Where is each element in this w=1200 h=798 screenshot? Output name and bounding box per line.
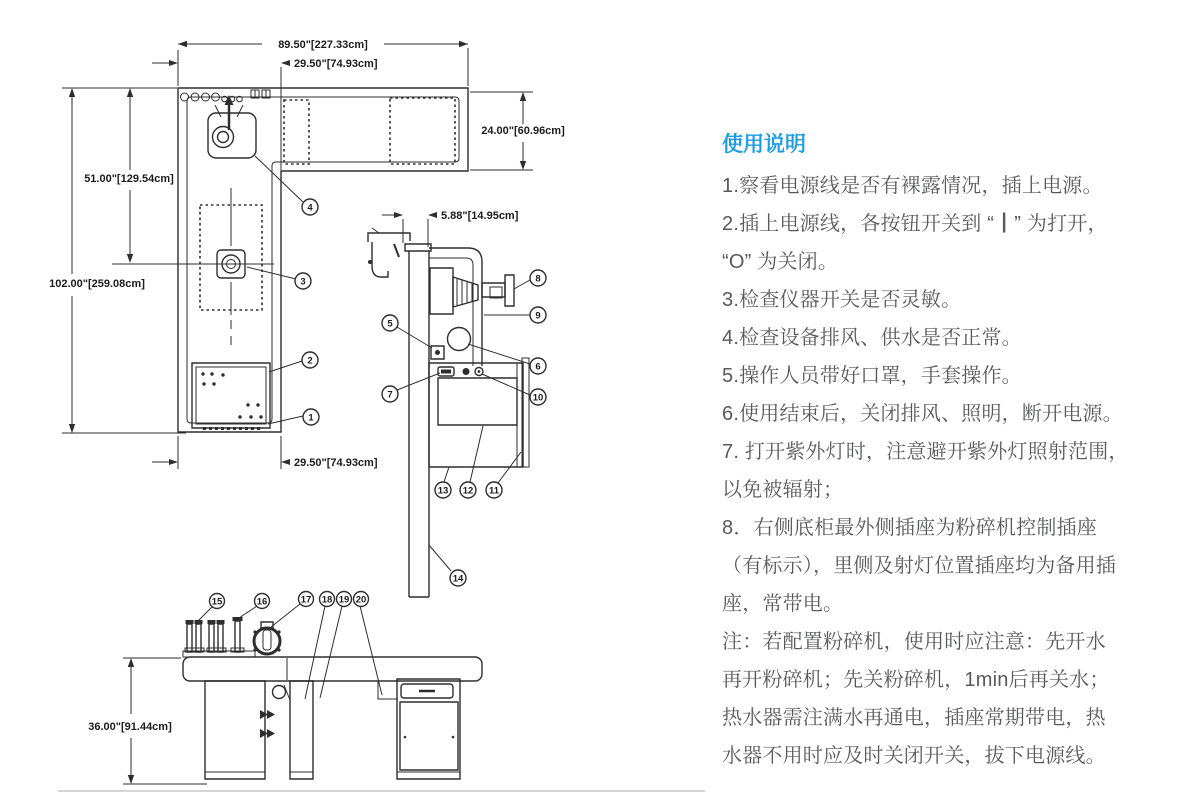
svg-text:4: 4 <box>307 202 313 214</box>
dim-upper-height: 51.00"[129.54cm] <box>84 173 174 185</box>
side-cabinet <box>429 358 529 467</box>
clamp <box>273 686 286 699</box>
instruction-line: 注：若配置粉碎机，使用时应注意：先开水 <box>722 631 1106 653</box>
instruction-line: 4.检查设备排风、供水是否正常。 <box>722 327 1022 349</box>
bench-outline-outer <box>178 88 468 432</box>
button-left <box>463 368 470 375</box>
side-view <box>368 210 546 597</box>
right-cabinet <box>397 679 460 779</box>
dim-total-width: 89.50"[227.33cm] <box>278 39 368 51</box>
panel-screen <box>438 378 517 425</box>
svg-text:5: 5 <box>387 318 393 330</box>
usage-instructions <box>722 128 1194 775</box>
instruction-line: 5.操作人员带好口罩，手套操作。 <box>722 365 1022 387</box>
uv-light <box>112 188 274 352</box>
equipment-zone-2 <box>390 98 455 164</box>
svg-text:19: 19 <box>338 594 350 606</box>
svg-text:15: 15 <box>211 596 223 608</box>
valve-handles <box>181 90 271 102</box>
bench-top <box>183 657 482 681</box>
instruction-line: 水器不用时应及时关闭开关，拔下电源线。 <box>722 745 1106 767</box>
svg-text:1: 1 <box>308 412 314 424</box>
instruction-line: 热水器需注满水再通电，插座常期带电，热 <box>722 707 1106 729</box>
svg-text:18: 18 <box>321 594 333 606</box>
instruction-line: 座，常带电。 <box>722 593 844 615</box>
dim-counter-depth: 24.00"[60.96cm] <box>481 125 565 137</box>
instruction-line: 7. 打开紫外灯时，注意避开紫外灯照射范围， <box>722 441 1129 463</box>
sink <box>208 113 256 158</box>
svg-text:20: 20 <box>355 594 367 606</box>
sink-drain <box>213 127 234 148</box>
instruction-line: 6.使用结束后，关闭排风、照明，断开电源。 <box>722 403 1123 425</box>
lamp-flange <box>505 275 514 306</box>
instruction-line: 以免被辐射； <box>722 479 844 501</box>
back-panel <box>405 244 431 597</box>
equipment-zone-1 <box>284 100 309 164</box>
svg-text:13: 13 <box>437 485 449 497</box>
instruction-line: 3.检查仪器开关是否灵敏。 <box>722 289 962 311</box>
instruction-line: 1.察看电源线是否有裸露情况，插上电源。 <box>722 175 1103 197</box>
instruction-line: 2.插上电源线，各按钮开关到 “┃” 为打开， <box>722 213 1108 235</box>
instruction-line: “O” 为关闭。 <box>722 251 839 273</box>
svg-text:7: 7 <box>387 389 393 401</box>
tall-tap <box>235 621 240 652</box>
svg-text:12: 12 <box>462 485 474 497</box>
plan-cabinet <box>192 363 270 430</box>
instruction-line: 再开粉碎机；先关粉碎机，1min后再关水； <box>722 669 1110 691</box>
bench-fixtures <box>183 617 281 657</box>
cabinet-door <box>400 702 458 770</box>
svg-text:8: 8 <box>535 273 541 285</box>
svg-text:16: 16 <box>256 596 268 608</box>
svg-text:14: 14 <box>452 573 464 585</box>
dim-bench-height: 36.00"[91.44cm] <box>88 721 172 733</box>
svg-text:11: 11 <box>488 485 500 497</box>
connector-arrows <box>260 710 275 738</box>
ball-joint <box>448 328 471 351</box>
instructions-title: 使用说明 <box>722 133 806 156</box>
svg-text:9: 9 <box>535 310 541 322</box>
svg-text:6: 6 <box>535 361 541 373</box>
left-cabinet <box>205 681 265 779</box>
dim-total-height: 102.00"[259.08cm] <box>49 278 145 290</box>
svg-text:10: 10 <box>532 392 544 404</box>
dim-panel-offset: 5.88"[14.95cm] <box>441 210 519 222</box>
svg-text:17: 17 <box>300 594 312 606</box>
instruction-line: 8．右侧底柜最外侧插座为粉碎机控制插座 <box>722 517 1097 539</box>
svg-text:2: 2 <box>307 355 313 367</box>
front-view <box>88 592 482 785</box>
plan-dimensions <box>49 39 565 469</box>
svg-text:3: 3 <box>300 276 306 288</box>
instruction-line: （有标示），里侧及射灯位置插座均为备用插 <box>722 555 1116 577</box>
dim-arm-width-top: 29.50"[74.93cm] <box>294 58 378 70</box>
dim-arm-width-bottom: 29.50"[74.93cm] <box>294 457 378 469</box>
lamp-body <box>430 268 453 314</box>
side-faucet <box>368 228 410 277</box>
enclosure-inner <box>429 258 473 366</box>
middle-leg <box>290 681 313 779</box>
plan-view <box>112 88 468 432</box>
